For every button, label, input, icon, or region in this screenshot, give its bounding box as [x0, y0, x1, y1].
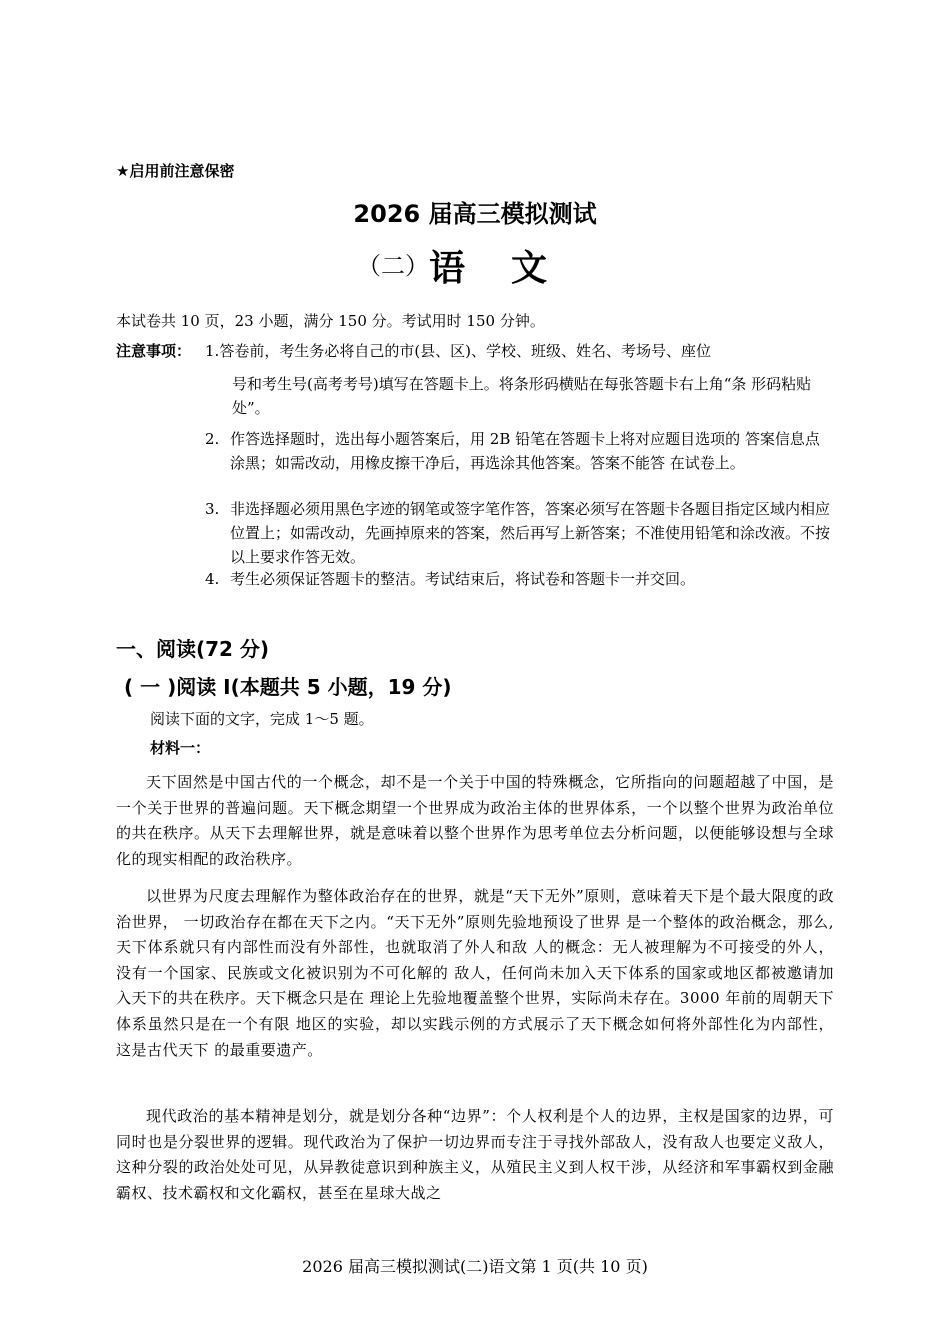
note-number: 3.: [205, 500, 220, 518]
material-label: 材料一：: [150, 739, 211, 757]
note-text: 作答选择题时，选出每小题答案后，用 2B 铅笔在答题卡上将对应题目选项的 答案信息点涂黑；如需改动，用橡皮擦干净后，再选涂其他答案。答案不能答 在试卷上。: [230, 430, 820, 472]
notes-label: 注意事项：: [116, 342, 192, 360]
subsection-heading: ( 一 )阅读 I(本题共 5 小题，19 分): [124, 675, 452, 699]
note-item-3: [205, 497, 835, 569]
passage-paragraph: 现代政治的基本精神是划分，就是划分各种“边界”：个人权利是个人的边界，主权是国家的边界，可同时也是分裂世界的逻辑。现代政治为了保护一切边界而专注于寻找外部敌人，没有敌人也要定义敌人，这种分裂的政治处处可见，从异教徒意识到种族主义，从殖民主义到人权干涉，从经济和军事霸权到金融霸权、技术霸权和文化霸权，甚至在星球大战之: [116, 1107, 834, 1202]
note-item-4: [205, 567, 835, 591]
reading-instruction: 阅读下面的文字，完成 1～5 题。: [150, 710, 374, 728]
note-item-1: [205, 339, 835, 363]
note-text: 考生必须保证答题卡的整洁。考试结束后，将试卷和答题卡一并交回。: [230, 570, 696, 588]
passage-paragraph: 天下固然是中国古代的一个概念，却不是一个关于中国的特殊概念，它所指向的问题超越了中国，是一个关于世界的普遍问题。天下概念期望一个世界成为政治主体的世界体系，一个以整个世界为政治单位的共在秩序。从天下去理解世界，就是意味着以整个世界作为思考单位去分析问题，以便能够设想与全球化的现实相配的政治秩序。: [116, 773, 834, 868]
exam-title: 2026 届高三模拟测试: [353, 200, 597, 228]
confidential-label: ★启用前注意保密: [116, 162, 235, 180]
note-text: 非选择题必须用黑色字迹的钢笔或签字笔作答，答案必须写在答题卡各题目指定区域内相应位置上；如需改动，先画掉原来的答案，然后再写上新答案；不准使用铅笔和涂改液。不按以上要求作答无效。: [230, 500, 831, 566]
note-item-1-continuation: 号和考生号(高考考号)填写在答题卡上。将条形码横贴在每张答题卡右上角“条 形码粘贴处”。: [232, 375, 812, 417]
note-number: 1.: [205, 342, 220, 360]
page-footer: 2026 届高三模拟测试(二)语文第 1 页(共 10 页): [302, 1257, 648, 1276]
note-text: 答卷前，考生务必将自己的市(县、区)、学校、班级、姓名、考场号、座位: [219, 342, 712, 360]
note-number: 4.: [205, 570, 220, 588]
section-heading: 一、阅读(72 分): [116, 637, 270, 661]
note-item-2: [205, 427, 835, 475]
passage-paragraph: 以世界为尺度去理解作为整体政治存在的世界，就是“天下无外”原则，意味着天下是个最大限度的政治世界， 一切政治存在都在天下之内。“天下无外”原则先验地预设了世界 是一个整体的政治概念，那么,天下体系就只有内部性而没有外部性，也就取消了外人和敌 人的概念：无人被理解为不可接受的外人，没有一个国家、民族或文化被识别为不可化解的 敌人，任何尚未加入天下体系的国家或地区都被邀请加入天下的共在秩序。天下概念只是在 理论上先验地覆盖整个世界，实际尚未存在。3000 年前的周朝天下体系虽然只是在一个有限 地区的实验，却以实践示例的方式展示了天下概念如何将外部性化为内部性，这是古代天下 的最重要遗产。: [116, 887, 834, 1059]
exam-subtitle: [0, 240, 950, 291]
exam-intro: 本试卷共 10 页，23 小题，满分 150 分。考试用时 150 分钟。: [116, 312, 545, 330]
subject-name: 语文: [428, 248, 593, 289]
paper-number: （二）: [356, 252, 429, 280]
note-number: 2.: [205, 430, 220, 448]
